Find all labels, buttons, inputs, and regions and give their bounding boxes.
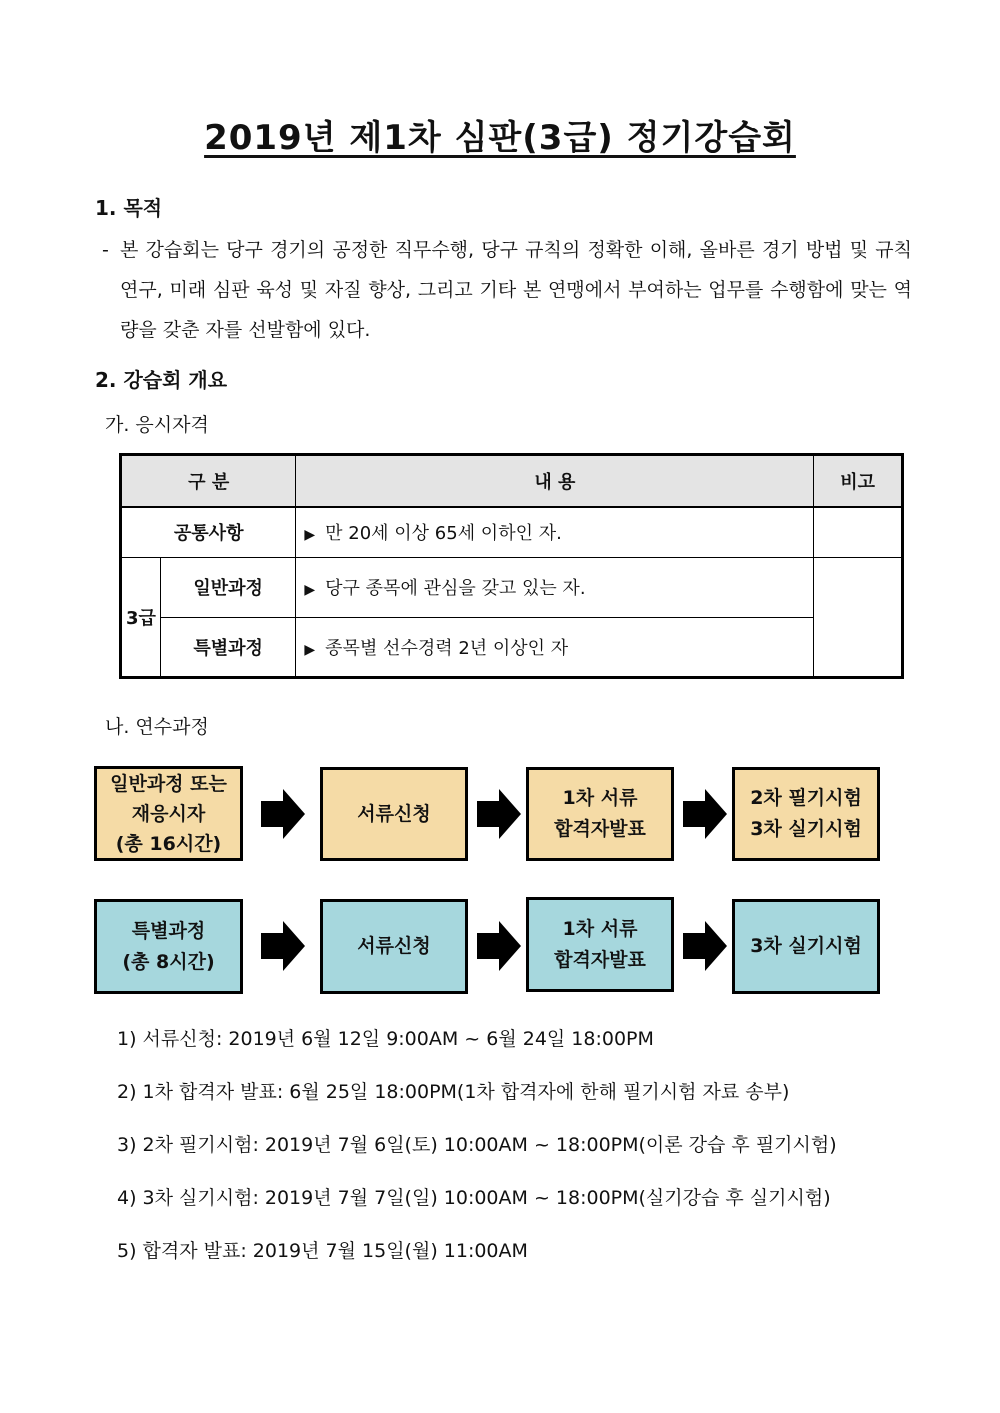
schedule-item: 2) 1차 합격자 발표: 6월 25일 18:00PM(1차 합격자에 한해 필기시험 자료 송부) bbox=[117, 1081, 790, 1103]
table-header-row bbox=[121, 455, 903, 508]
triangle-bullet-icon: ▶ bbox=[304, 527, 316, 544]
arrow-right-icon bbox=[261, 789, 305, 839]
flow2-step2: 서류신청 bbox=[357, 935, 431, 957]
purpose-paragraph bbox=[102, 230, 912, 350]
flow1-step3-line2: 합격자발표 bbox=[554, 818, 646, 840]
subheading-eligibility: 가. 응시자격 bbox=[105, 414, 209, 436]
eligibility-table bbox=[119, 453, 904, 679]
common-content: 만 20세 이상 65세 이하인 자. bbox=[325, 523, 562, 545]
special-content: 종목별 선수경력 2년 이상인 자 bbox=[325, 637, 569, 659]
remarks-cell bbox=[814, 557, 903, 677]
table-row bbox=[121, 507, 903, 557]
flow2-step3-line1: 1차 서류 bbox=[562, 917, 638, 940]
triangle-bullet-icon: ▶ bbox=[304, 582, 316, 598]
bullet-dash: - bbox=[102, 239, 109, 261]
general-content-cell bbox=[296, 557, 814, 617]
flow1-start-line1: 일반과정 또는 bbox=[110, 772, 227, 795]
section-heading-purpose: 1. 목적 bbox=[95, 196, 163, 220]
flow1-start-line2: 재응시자 bbox=[131, 802, 206, 825]
flow1-step3-line1: 1차 서류 bbox=[562, 787, 638, 809]
purpose-text: 본 강습회는 당구 경기의 공정한 직무수행, 당구 규칙의 정확한 이해, 올바른 경기 방법 및 규칙 연구, 미래 심판 육성 및 자질 향상, 그리고 기타 본 연맹에서 부여하는 업무를 수행함에 맞는 역량을 갖춘 자를 선발함에 있다. bbox=[120, 239, 912, 341]
flow1-step4-line2: 3차 실기시험 bbox=[750, 818, 862, 840]
special-content-cell bbox=[296, 617, 814, 677]
flow2-start-line1: 특별과정 bbox=[131, 919, 206, 942]
common-label: 공통사항 bbox=[121, 507, 296, 557]
schedule-item: 5) 합격자 발표: 2019년 7월 15일(월) 11:00AM bbox=[117, 1240, 528, 1262]
flow2-application-box bbox=[320, 899, 468, 994]
table-row bbox=[121, 617, 903, 677]
flow1-start-line3: (총 16시간) bbox=[115, 832, 222, 855]
table-row bbox=[121, 557, 903, 617]
flow1-start-box bbox=[94, 766, 243, 861]
header-category: 구 분 bbox=[121, 455, 296, 508]
flow2-exam-box bbox=[732, 899, 880, 994]
grade-label: 3급 bbox=[121, 557, 161, 677]
flow2-step3-line2: 합격자발표 bbox=[554, 948, 646, 971]
flow2-start-box bbox=[94, 899, 243, 994]
general-content: 당구 종목에 관심을 갖고 있는 자. bbox=[325, 578, 586, 599]
section-heading-overview: 2. 강습회 개요 bbox=[95, 368, 228, 392]
flow1-first-result-box bbox=[526, 767, 674, 861]
general-course-label: 일반과정 bbox=[160, 557, 295, 617]
arrow-right-icon bbox=[683, 789, 727, 839]
arrow-right-icon bbox=[477, 789, 521, 839]
schedule-item: 1) 서류신청: 2019년 6월 12일 9:00AM ~ 6월 24일 18:00PM bbox=[117, 1028, 654, 1050]
flow2-first-result-box bbox=[526, 897, 674, 992]
flow1-exam-box bbox=[732, 767, 880, 861]
common-content-cell bbox=[296, 507, 814, 557]
page-title: 2019년 제1차 심판(3급) 정기강습회 bbox=[204, 118, 796, 158]
schedule-item: 3) 2차 필기시험: 2019년 7월 6일(토) 10:00AM ~ 18:00PM(이론 강습 후 필기시험) bbox=[117, 1134, 837, 1156]
subheading-training: 나. 연수과정 bbox=[105, 716, 209, 738]
flow2-step4: 3차 실기시험 bbox=[750, 935, 862, 957]
header-remarks: 비고 bbox=[814, 455, 903, 508]
flow1-step2: 서류신청 bbox=[357, 802, 431, 825]
arrow-right-icon bbox=[477, 921, 521, 971]
special-course-label: 특별과정 bbox=[160, 617, 295, 677]
flow2-start-line2: (총 8시간) bbox=[122, 950, 215, 973]
remarks-cell bbox=[814, 507, 903, 557]
header-content: 내 용 bbox=[296, 455, 814, 508]
flow1-step4-line1: 2차 필기시험 bbox=[750, 787, 862, 809]
arrow-right-icon bbox=[683, 921, 727, 971]
triangle-bullet-icon: ▶ bbox=[304, 641, 316, 658]
flow1-application-box bbox=[320, 767, 468, 861]
arrow-right-icon bbox=[261, 921, 305, 971]
schedule-item: 4) 3차 실기시험: 2019년 7월 7일(일) 10:00AM ~ 18:00PM(실기강습 후 실기시험) bbox=[117, 1187, 831, 1209]
